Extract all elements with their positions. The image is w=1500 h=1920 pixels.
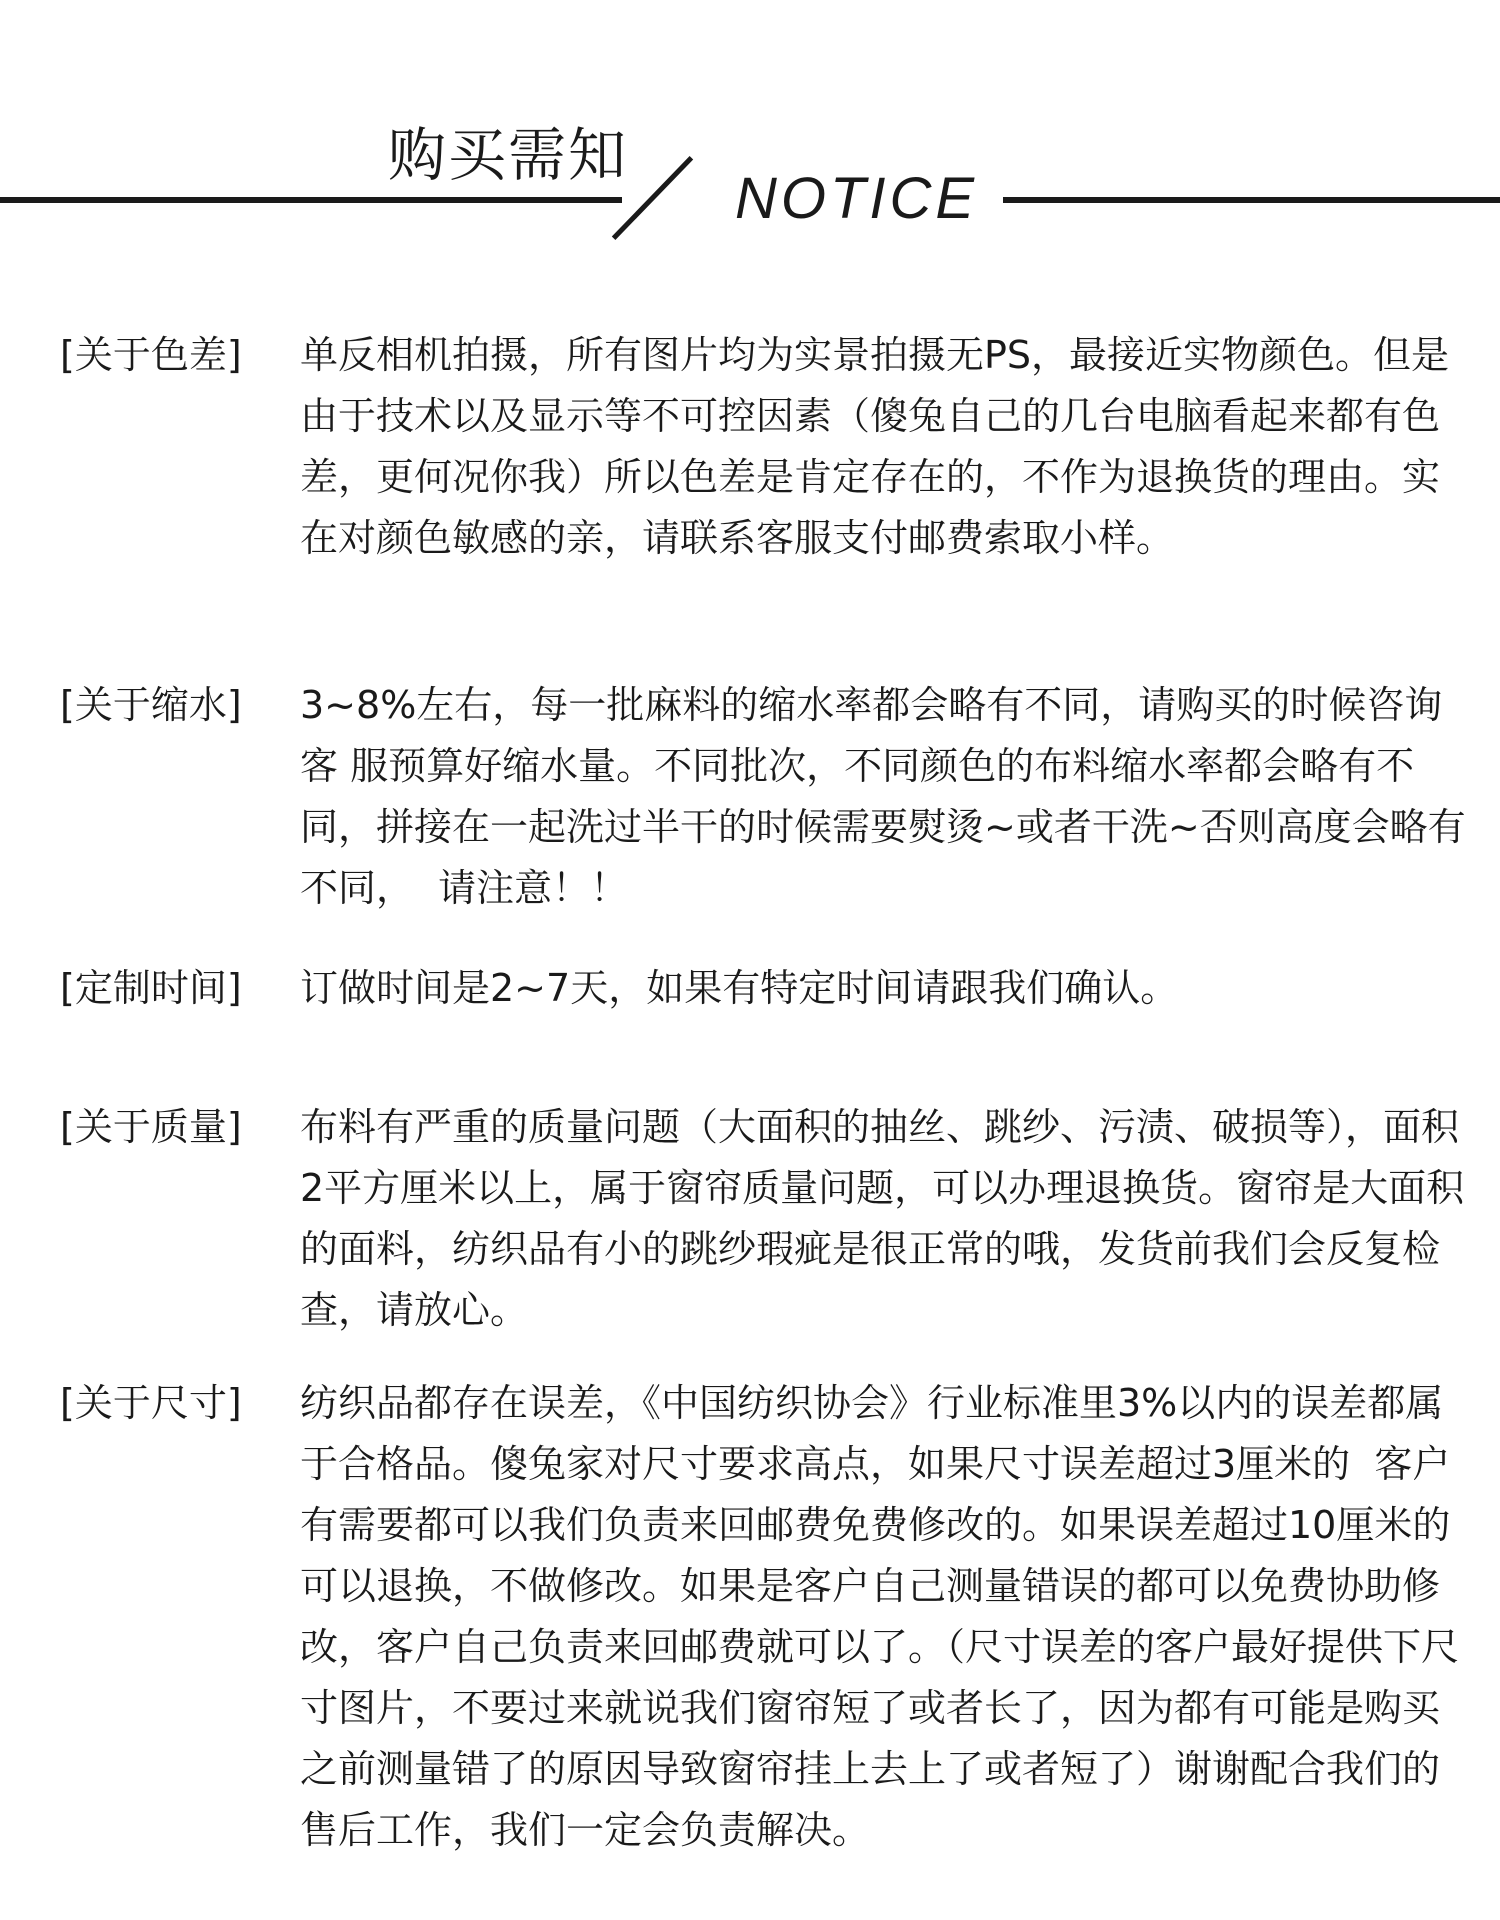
notice-header (0, 0, 1500, 260)
section-label: [定制时间] (60, 966, 242, 1010)
section-label: [关于质量] (60, 1105, 242, 1149)
section-text: 3~8%左右，每一批麻料的缩水率都会略有不同，请购买的时候咨询客 服预算好缩水量。不同批次，不同颜色的布料缩水率都会略有不同，拼接在一起洗过半干的时候需要熨烫~或者干洗~否则高度会略有不同， 请注意！！ (300, 683, 1466, 910)
section-label: [关于缩水] (60, 683, 242, 727)
section-text: 布料有严重的质量问题（大面积的抽丝、跳纱、污渍、破损等），面积2平方厘米以上，属于窗帘质量问题，可以办理退换货。窗帘是大面积的面料，纺织品有小的跳纱瑕疵是很正常的哦，发货前我们会反复检查，请放心。 (300, 1105, 1465, 1332)
section-label: [关于尺寸] (60, 1381, 242, 1425)
section-text: 订做时间是2~7天，如果有特定时间请跟我们确认。 (300, 966, 1179, 1010)
title-english: NOTICE (735, 166, 979, 231)
header-rule-left (0, 197, 622, 203)
header-rule-right (1003, 197, 1500, 203)
section-label: [关于色差] (60, 333, 242, 377)
title-chinese: 购买需知 (388, 121, 629, 189)
section-text: 纺织品都存在误差，《中国纺织协会》行业标准里3%以内的误差都属于合格品。傻兔家对尺寸要求高点，如果尺寸误差超过3厘米的 客户有需要都可以我们负责来回邮费免费修改的。如果误差超过10厘米的可以退换，不做修改。如果是客户自己测量错误的都可以免费协助修改，客户自己负责来回邮费就可以了。（尺寸误差的客户最好提供下尺寸图片，不要过来就说我们窗帘短了或者长了，因为都有可能是购买之前测量错了的原因导致窗帘挂上去上了或者短了）谢谢配合我们的售后工作，我们一定会负责解决。 (300, 1381, 1460, 1852)
section-text: 单反相机拍摄，所有图片均为实景拍摄无PS，最接近实物颜色。但是由于技术以及显示等不可控因素（傻兔自己的几台电脑看起来都有色差，更何况你我）所以色差是肯定存在的，不作为退换货的理由。实在对颜色敏感的亲，请联系客服支付邮费索取小样。 (300, 333, 1450, 560)
